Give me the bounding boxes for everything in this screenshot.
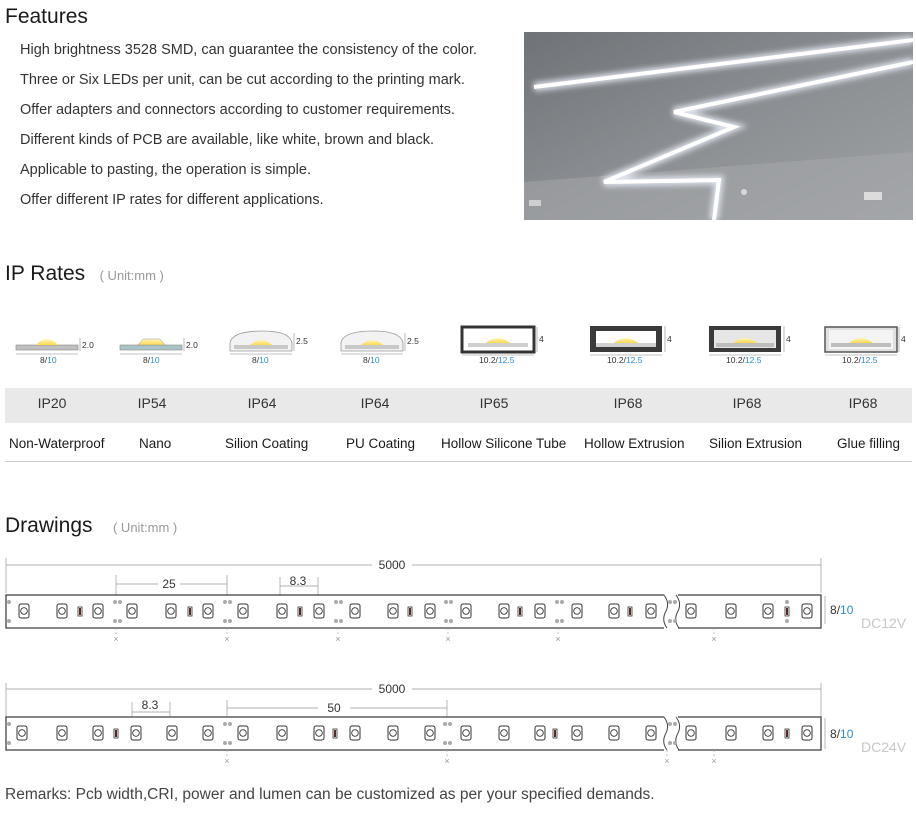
ip68b-width-alt: 12.5 [744,355,762,365]
led-chip [93,726,103,740]
ip65-width: 10.2 [479,355,496,365]
svg-text:8/10: 8/10 [830,603,854,617]
ip64-silicone-section-icon [230,331,308,365]
ip68b-height: 4 [786,334,791,344]
led-chip [277,604,287,618]
led-chip [314,604,324,618]
led-chip [686,726,696,740]
led-chip [499,726,509,740]
svg-text:×: × [113,634,119,644]
resistor [188,607,192,616]
ip68c-width-alt: 12.5 [860,355,878,365]
ip68-glue-section-icon [825,327,906,365]
resistor [298,607,302,616]
ip-rate-label: IP20 [37,395,67,411]
feature-item: Applicable to pasting, the operation is simple. [20,162,311,178]
strip-drawing-dc12v [0,555,916,645]
ip-rate-label: IP68 [848,395,878,411]
led-chip [425,604,435,618]
drawings-header [5,514,177,538]
led-chip [131,726,141,740]
led-chip [572,726,582,740]
svg-text:8/10: 8/10 [40,355,57,365]
ip54-height: 2.0 [186,340,198,350]
led-chip [57,604,67,618]
led-chip [686,604,696,618]
svg-text:×: × [711,756,717,766]
svg-text:×: × [224,756,230,766]
ip64b-width: 8 [363,355,368,365]
led-chip [763,604,773,618]
divider [5,461,912,462]
svg-text:10.2/12.5: 10.2/12.5 [726,355,762,365]
ip65-height: 4 [539,334,544,344]
led-chip [388,726,398,740]
ip-rate-label: IP54 [137,395,167,411]
strip12-length: 5000 [378,558,406,572]
led-chip [19,604,29,618]
ip-type-name: PU Coating [346,436,416,451]
ip54-width-alt: 10 [150,355,160,365]
feature-item: Offer different IP rates for different applications. [20,192,324,208]
led-chip [350,604,360,618]
led-chip [646,726,656,740]
drawings-unit: ( Unit:mm ) [112,520,178,535]
led-chip [535,726,545,740]
svg-text:8/10: 8/10 [252,355,269,365]
strip12-width: 8 [830,603,837,617]
led-chip [763,726,773,740]
ip64a-height: 2.5 [296,336,308,346]
ip-type-name: Hollow Extrusion [584,436,685,451]
ip-rate-label: IP68 [732,395,762,411]
ip-rate-label: IP64 [360,395,390,411]
ip-rate-label: IP68 [613,395,643,411]
svg-text:10.2/12.5: 10.2/12.5 [479,355,515,365]
led-chip [93,604,103,618]
svg-text:10.2/12.5: 10.2/12.5 [607,355,643,365]
ip-type-name: Silion Extrusion [709,436,803,451]
led-chip [167,726,177,740]
ip-rates-header [5,262,164,286]
led-chip [350,726,360,740]
resistor [78,607,82,616]
ip68c-width: 10.2 [842,355,859,365]
led-chip [572,604,582,618]
strip24-length: 5000 [378,682,406,696]
led-chip [203,604,213,618]
led-chip [461,604,471,618]
led-chip [57,726,67,740]
feature-item: Three or Six LEDs per unit, can be cut according to the printing mark. [20,72,465,88]
ip20-height: 2.0 [82,340,94,350]
remarks: Remarks: Pcb width,CRI, power and lumen can be customized as per your specified demands. [5,786,655,803]
ip64a-width-alt: 10 [259,355,269,365]
resistor [785,729,789,738]
ip68-silicone-section-icon [709,326,791,365]
resistor [408,607,412,616]
ip-type-name: Hollow Silicone Tube [441,436,567,451]
ip68c-height: 4 [901,334,906,344]
ip-type-name: Nano [139,436,172,451]
feature-item: Offer adapters and connectors according to customer requirements. [20,102,455,118]
led-chip [726,604,736,618]
ip68a-width: 10.2 [607,355,624,365]
led-chip [277,726,287,740]
ip-type-name: Glue filling [837,436,901,451]
svg-text:10.2/12.5: 10.2/12.5 [842,355,878,365]
svg-text:×: × [335,634,341,644]
ip-rate-label: IP65 [479,395,509,411]
ip64a-width: 8 [252,355,257,365]
feature-item: High brightness 3528 SMD, can guarantee the consistency of the color. [20,42,478,58]
ip68a-height: 4 [667,334,672,344]
led-chip [17,726,27,740]
ip68-hollow-section-icon [590,326,672,365]
svg-text:×: × [664,756,670,766]
svg-text:8/10: 8/10 [363,355,380,365]
led-chip [388,604,398,618]
strip24-voltage: DC24V [861,739,907,755]
svg-text:×: × [445,634,451,644]
ip20-width: 8 [40,355,45,365]
led-chip [726,726,736,740]
drawings-title: Drawings [5,514,93,537]
led-chip [166,604,176,618]
ip68a-width-alt: 12.5 [625,355,643,365]
led-chip [238,726,248,740]
ip20-section-icon [16,338,94,365]
ip64b-width-alt: 10 [370,355,380,365]
ip64b-height: 2.5 [407,336,419,346]
led-chip [646,604,656,618]
led-chip [425,726,435,740]
led-chip [802,726,812,740]
strip12-pitch: 8.3 [289,574,307,588]
feature-item: Different kinds of PCB are available, like white, brown and black. [20,132,435,148]
strip12-unit-length: 25 [162,577,176,591]
resistor [518,607,522,616]
ip54-width: 8 [143,355,148,365]
ceiling-light-photo [524,32,913,220]
resistor [553,729,557,738]
resistor [628,607,632,616]
led-chip [609,726,619,740]
features-title: Features [5,5,88,28]
strip12-voltage: DC12V [861,615,907,631]
led-chip [609,604,619,618]
strip24-pitch: 8.3 [141,698,159,712]
strip24-width: 8 [830,727,837,741]
svg-text:×: × [711,634,717,644]
strip-drawing-dc24v [0,680,916,770]
ip-rate-label: IP64 [247,395,277,411]
led-chip [535,604,545,618]
ip68b-width: 10.2 [726,355,743,365]
led-chip [238,604,248,618]
svg-text:8/10: 8/10 [143,355,160,365]
ip65-width-alt: 12.5 [497,355,515,365]
led-chip [314,726,324,740]
svg-text:×: × [444,756,450,766]
ip-type-name: Silion Coating [225,436,309,451]
led-chip [203,726,213,740]
ip65-section-icon [462,327,544,365]
ip-cross-sections [0,315,916,375]
svg-text:8/10: 8/10 [830,727,854,741]
ip54-section-icon [120,338,198,365]
strip24-width-alt: 10 [840,727,854,741]
strip24-unit-length: 50 [327,701,341,715]
ip-rates-title: IP Rates [5,262,86,285]
led-chip [127,604,137,618]
led-chip [461,726,471,740]
led-chip [802,604,812,618]
ip-rates-unit: ( Unit:mm ) [99,268,164,283]
resistor [785,607,789,616]
strip12-width-alt: 10 [840,603,854,617]
resistor [333,729,337,738]
led-chip [499,604,509,618]
ip20-width-alt: 10 [47,355,57,365]
svg-text:×: × [224,634,230,644]
svg-text:×: × [555,634,561,644]
ip64-pu-section-icon [341,331,419,365]
ip-type-name: Non-Waterproof [9,436,105,451]
resistor [114,729,118,738]
